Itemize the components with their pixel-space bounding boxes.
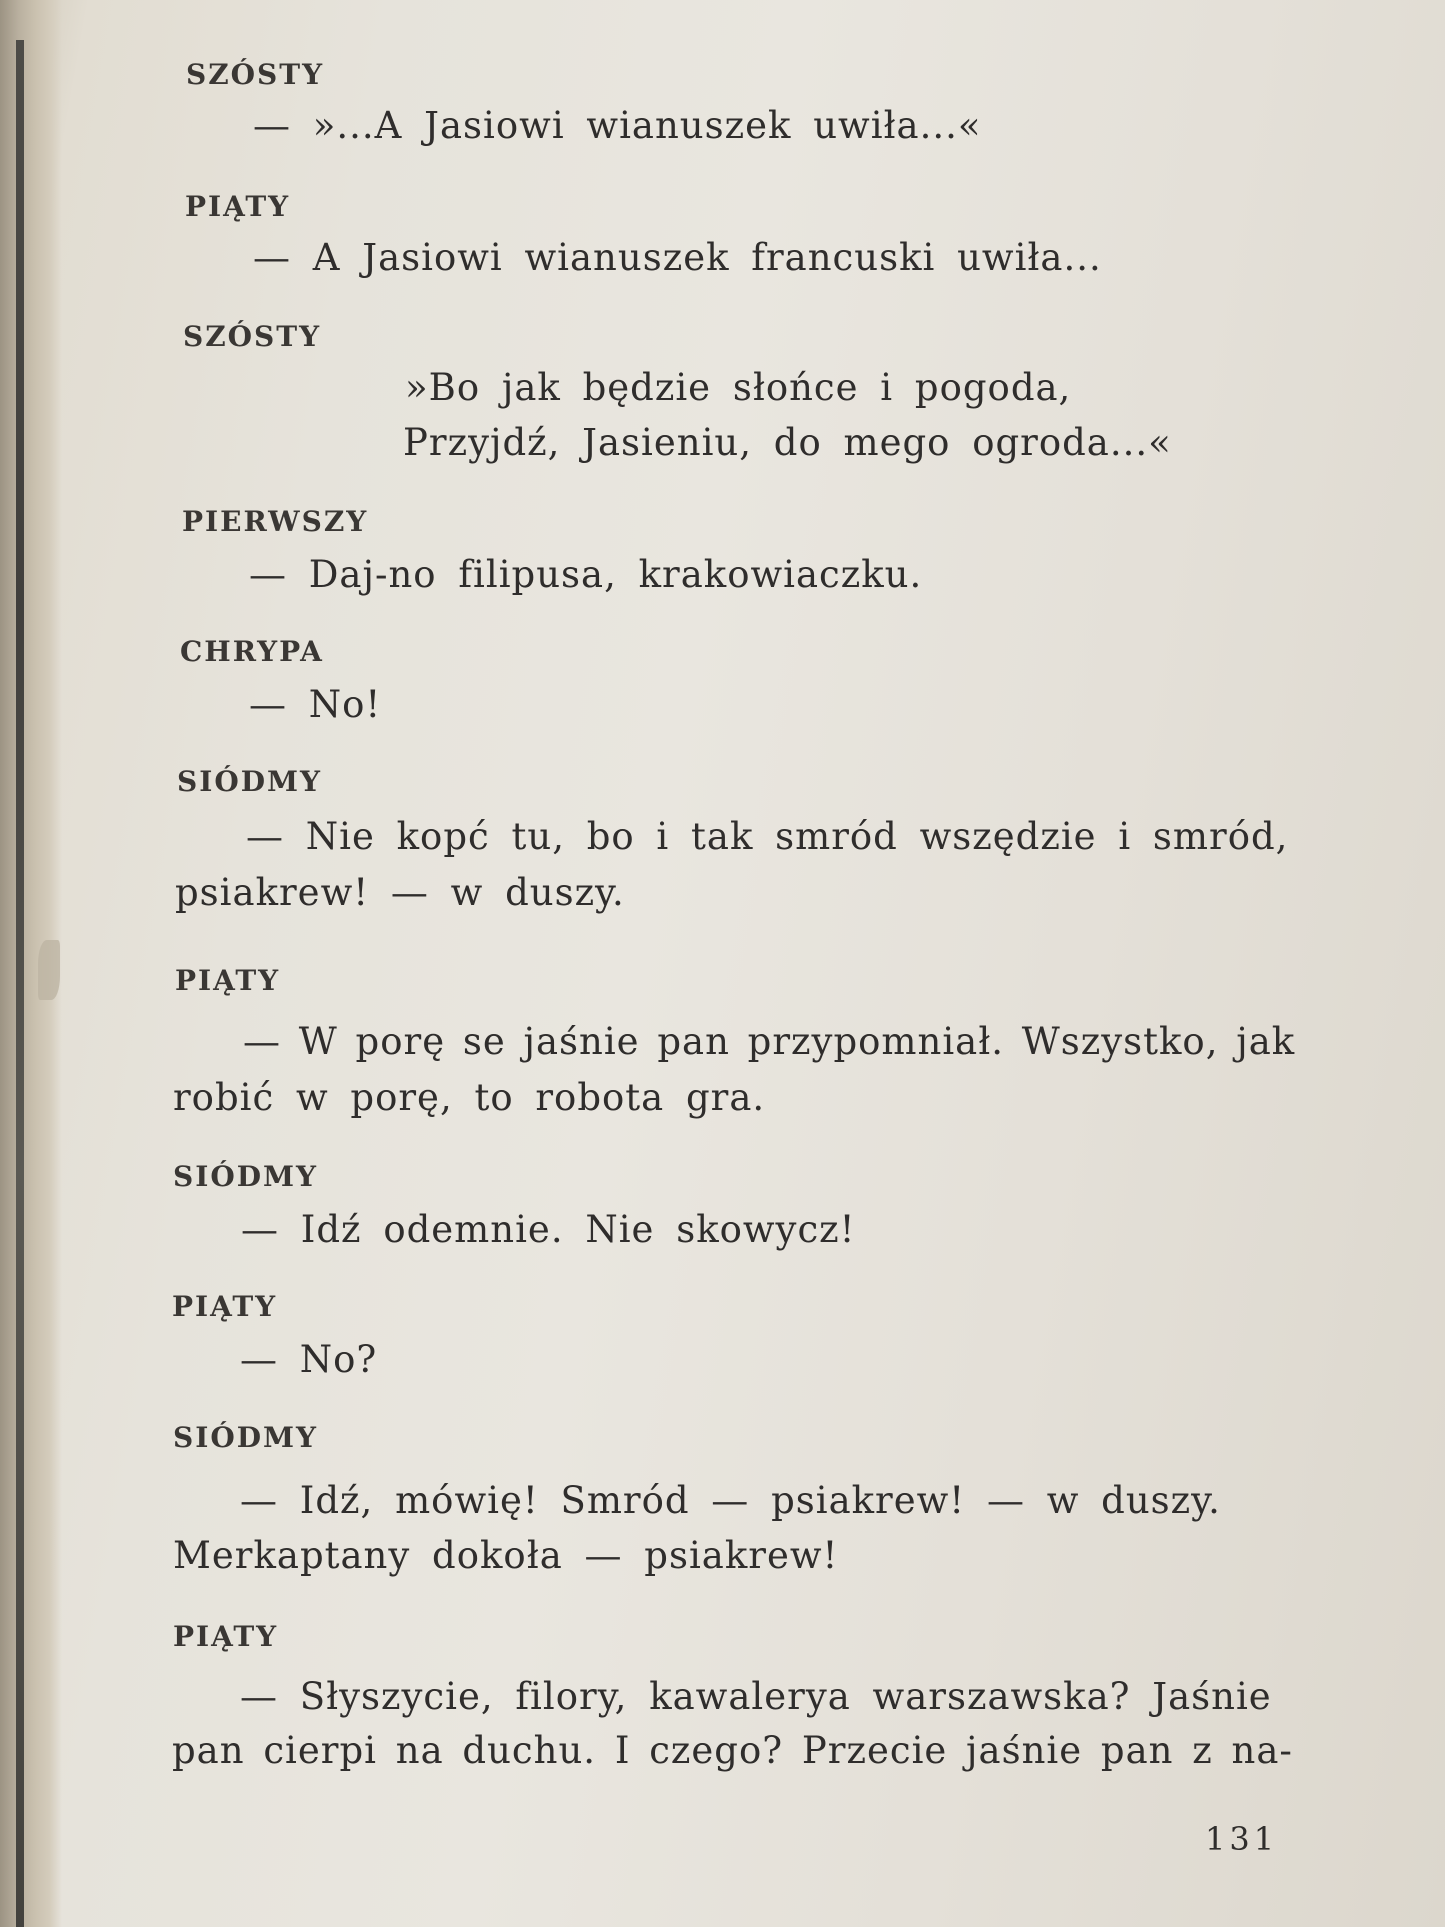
- dialogue-line: Merkaptany dokoła — psiakrew!: [173, 1534, 839, 1577]
- speaker-name: SZÓSTY: [186, 58, 325, 91]
- speaker-name: PIERWSZY: [182, 505, 369, 538]
- dialogue-line: — Daj-no filipusa, krakowiaczku.: [249, 553, 923, 596]
- dialogue-line: — No?: [240, 1338, 378, 1381]
- speaker-name: SZÓSTY: [183, 320, 322, 353]
- dialogue-line: pan cierpi na duchu. I czego? Przecie jaśnie pan z na-: [172, 1729, 1293, 1772]
- dialogue-line: — Idź odemnie. Nie skowycz!: [241, 1208, 856, 1251]
- song-verse-line: Przyjdź, Jasieniu, do mego ogroda...«: [403, 421, 1172, 464]
- dialogue-line: — »...A Jasiowi wianuszek uwiła...«: [253, 104, 982, 147]
- dialogue-line: — Słyszycie, filory, kawalerya warszawska? Jaśnie: [240, 1675, 1272, 1718]
- speaker-name: CHRYPA: [180, 635, 324, 668]
- speaker-name: PIĄTY: [175, 964, 281, 997]
- dialogue-line: — Nie kopć tu, bo i tak smród wszędzie i smród,: [246, 815, 1289, 858]
- dialogue-line: — W porę se jaśnie pan przypomniał. Wszystko, jak: [243, 1020, 1296, 1063]
- song-verse-line: »Bo jak będzie słońce i pogoda,: [405, 366, 1072, 409]
- speaker-name: SIÓDMY: [173, 1421, 318, 1454]
- speaker-name: PIĄTY: [173, 1620, 279, 1653]
- dialogue-line: — A Jasiowi wianuszek francuski uwiła...: [253, 236, 1102, 279]
- dialogue-line: psiakrew! — w duszy.: [175, 871, 625, 914]
- dialogue-line: robić w porę, to robota gra.: [173, 1076, 766, 1119]
- speaker-name: PIĄTY: [172, 1290, 278, 1323]
- speaker-name: PIĄTY: [185, 190, 291, 223]
- speaker-name: SIÓDMY: [177, 765, 322, 798]
- page-number: 131: [1205, 1820, 1279, 1858]
- dialogue-line: — No!: [249, 683, 382, 726]
- speaker-name: SIÓDMY: [173, 1160, 318, 1193]
- dialogue-line: — Idź, mówię! Smród — psiakrew! — w duszy.: [240, 1479, 1221, 1522]
